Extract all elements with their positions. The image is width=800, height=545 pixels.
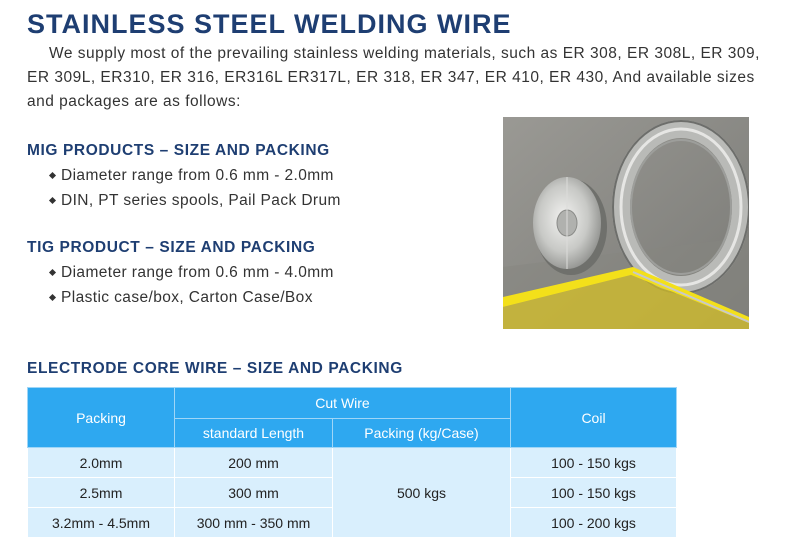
diamond-bullet-icon	[49, 172, 56, 179]
mig-heading: MIG PRODUCTS – SIZE AND PACKING	[27, 142, 330, 159]
length-cell: 300 mm	[175, 478, 333, 508]
tig-list	[50, 260, 334, 310]
list-item: Diameter range from 0.6 mm - 4.0mm	[50, 260, 334, 285]
intro-text: We supply most of the prevailing stainless welding materials, such as ER 308, ER 308L, ER 309, ER 309L, ER310, ER 316, ER316L ER317L, ER 318, ER 347, ER 410, ER 430, And available sizes and packages are as follows:	[27, 45, 760, 110]
coil-cell: 100 - 150 kgs	[511, 448, 677, 478]
list-item: Plastic case/box, Carton Case/Box	[50, 285, 334, 310]
welding-wire-photo	[503, 117, 749, 329]
tig-heading: TIG PRODUCT – SIZE AND PACKING	[27, 239, 316, 256]
list-item: DIN, PT series spools, Pail Pack Drum	[50, 188, 341, 213]
list-item: Diameter range from 0.6 mm - 2.0mm	[50, 163, 341, 188]
packing-kg-header: Packing (kg/Case)	[333, 419, 511, 448]
electrode-heading: ELECTRODE CORE WIRE – SIZE AND PACKING	[27, 360, 403, 377]
packing-cell: 2.0mm	[28, 448, 175, 478]
packing-cell: 3.2mm - 4.5mm	[28, 508, 175, 538]
packing-header: Packing	[28, 388, 175, 448]
table-row	[28, 448, 677, 478]
length-cell: 300 mm - 350 mm	[175, 508, 333, 538]
intro-paragraph	[27, 42, 779, 114]
standard-length-header: standard Length	[175, 419, 333, 448]
diamond-bullet-icon	[49, 294, 56, 301]
wire-spools-illustration	[503, 117, 749, 329]
coil-cell: 100 - 200 kgs	[511, 508, 677, 538]
coil-cell: 100 - 150 kgs	[511, 478, 677, 508]
page-title: STAINLESS STEEL WELDING WIRE	[27, 9, 512, 39]
coil-header: Coil	[511, 388, 677, 448]
electrode-spec-table	[27, 387, 677, 538]
packing-cell: 2.5mm	[28, 478, 175, 508]
diamond-bullet-icon	[49, 197, 56, 204]
diamond-bullet-icon	[49, 269, 56, 276]
packing-kg-cell: 500 kgs	[333, 448, 511, 538]
cut-wire-header: Cut Wire	[175, 388, 511, 419]
length-cell: 200 mm	[175, 448, 333, 478]
mig-list	[50, 163, 341, 213]
